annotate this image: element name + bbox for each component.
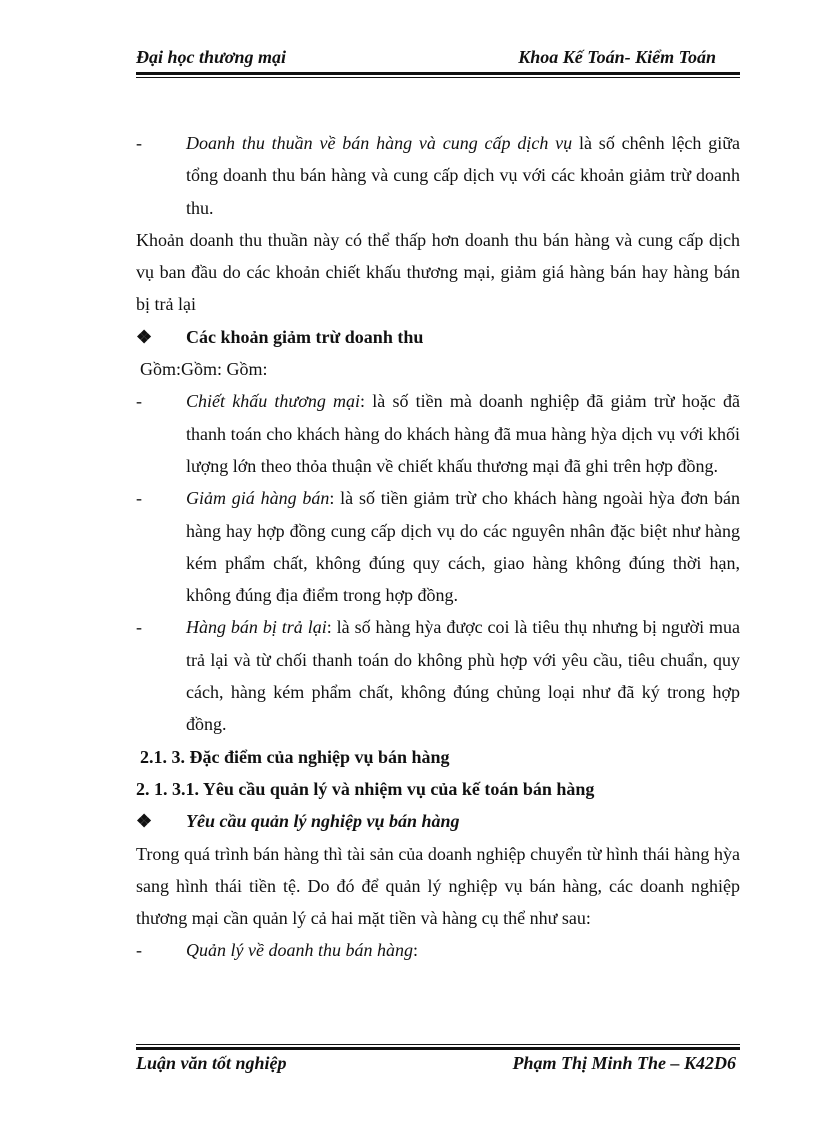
section-heading-2-1-3-1: 2. 1. 3.1. Yêu cầu quản lý và nhiệm vụ của kế toán bán hàng [136,778,595,799]
bullet-heading-deductions [136,321,740,353]
includes-label: Gồm:Gồm: Gồm: [140,359,268,380]
section-heading-2-1-3: 2.1. 3. Đặc điểm của nghiệp vụ bán hàng [140,746,450,767]
header-university: Đại học thương mại [136,47,286,67]
dash-marker: - [136,617,142,638]
item-trade-discount [136,385,740,482]
paragraph-net-revenue-note: Khoản doanh thu thuần này có thể thấp hơn doanh thu bán hàng và cung cấp dịch vụ ban đầu do các khoản chiết khấu thương mại, giảm giá hàng bán hay hàng bán bị trả lại [136,229,740,315]
term-sales-allowance: Giảm giá hàng bán [186,488,330,509]
header-rule-thick [136,72,740,75]
bullet-heading-text: Các khoản giảm trừ doanh thu [186,326,424,347]
paragraph-sales-process: Trong quá trình bán hàng thì tài sản của doanh nghiệp chuyển từ hình thái hàng hỳa sang hình thái tiền tệ. Do đó để quản lý nghiệp vụ bán hàng, các doanh nghiệp thương mại cần quản lý cả hai mặt tiền và hàng cụ thể như sau: [136,843,740,929]
paragraph-net-revenue [136,127,740,224]
header-faculty: Khoa Kế Toán- Kiểm Toán [518,47,716,67]
revenue-management-colon: : [412,940,418,961]
dash-marker: - [136,488,142,509]
page-footer [136,1053,740,1077]
trade-discount-definition: : là số tiền mà doanh nghiệp đã giảm trừ hoặc đã thanh toán cho khách hàng do khách hàng đã mua hàng hỳa dịch vụ với khối lượng lớn theo thỏa thuận về chiết khấu thương mại đã ghi trên hợp đồng. [186,391,740,476]
dash-marker: - [136,940,142,961]
dash-marker: - [136,133,142,153]
footer-thesis-label: Luận văn tốt nghiệp [136,1053,287,1073]
item-sales-allowance [136,482,740,611]
footer-rule-thick [136,1047,740,1050]
item-sales-returns [136,611,740,740]
footer-author: Phạm Thị Minh The – K42D6 [512,1053,736,1073]
sales-allowance-definition: : là số tiền giảm trừ cho khách hàng ngoài hỳa đơn bán hàng hay hợp đồng cung cấp dịch vụ do các nguyên nhân đặc biệt như hàng kém phẩm chất, không đúng quy cách, giao hàng không đúng thời hạn, không đúng địa điểm trong hợp đồng. [186,488,740,606]
bullet-heading-text: Yêu cầu quản lý nghiệp vụ bán hàng [186,811,460,832]
bullet-heading-management [136,805,740,837]
diamond-bullet-icon: ❖ [136,811,153,832]
diamond-bullet-icon: ❖ [136,326,153,347]
sales-returns-definition: : là số hàng hỳa được coi là tiêu thụ nhưng bị người mua trả lại và từ chối thanh toán do không phù hợp với yêu cầu, tiêu chuẩn, quy cách, hàng kém phẩm chất, không đúng chủng loại như đã ký trong hợp đồng. [186,617,740,735]
page-header [136,47,740,71]
term-sales-returns: Hàng bán bị trả lại [186,617,327,638]
header-rule-thin [136,77,740,78]
net-revenue-definition: là số chênh lệch giữa tổng doanh thu bán hàng và cung cấp dịch vụ với các khoản giảm trừ doanh thu. [186,133,740,218]
term-revenue-management: Quản lý về doanh thu bán hàng [186,940,413,961]
term-net-revenue: Doanh thu thuần về bán hàng và cung cấp dịch vụ [186,133,573,153]
term-trade-discount: Chiết khấu thương mại [186,391,361,412]
document-body [136,127,740,967]
dash-marker: - [136,391,142,412]
footer-rule-thin [136,1044,740,1045]
item-revenue-management [136,934,740,966]
